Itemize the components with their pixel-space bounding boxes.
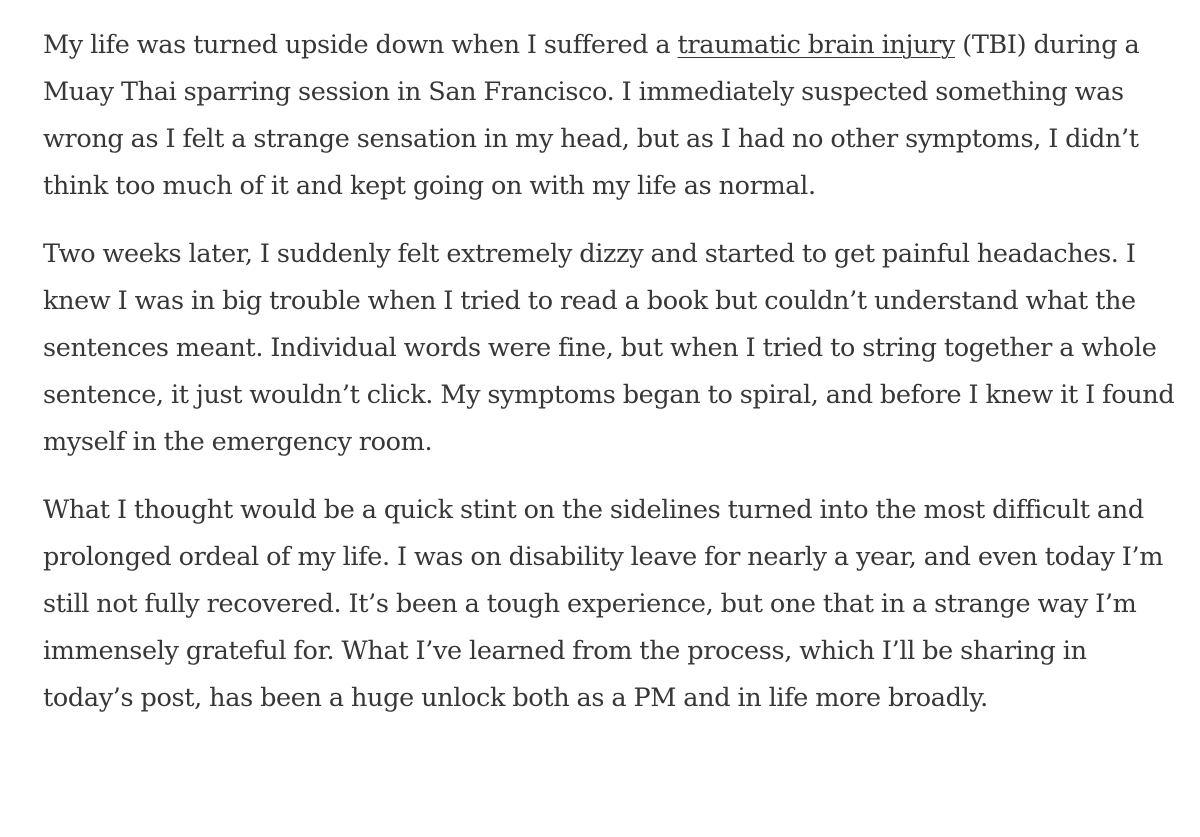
paragraph-intro [43,22,1183,210]
paragraph-recovery: What I thought would be a quick stint on the sidelines turned into the most difficult and prolonged ordeal of my life. I was on disability leave for nearly a year, and even today I’m still not fully recovered. It’s been a tough experience, but one that in a strange way I’m immensely grateful for. What I’ve learned from the process, which I’ll be sharing in today’s post, has been a huge unlock both as a PM and in life more broadly. [43,495,1164,713]
traumatic-brain-injury-link[interactable]: traumatic brain injury [677,30,955,60]
article-body [43,22,1183,743]
paragraph-intro-rest: (TBI) during a Muay Thai sparring session in San Francisco. I immediately suspected something was wrong as I felt a strange sensation in my head, but as I had no other symptoms, I didn’t think too much of it and kept going on with my life as normal. [43,30,1140,201]
paragraph-intro-lead: My life was turned upside down when I suffered a [43,30,678,60]
paragraph-symptoms: Two weeks later, I suddenly felt extremely dizzy and started to get painful headaches. I knew I was in big trouble when I tried to read a book but couldn’t understand what the sentences meant. Individual words were fine, but when I tried to string together a whole sentence, it just wouldn’t click. My symptoms began to spiral, and before I knew it I found myself in the emergency room. [43,239,1175,457]
